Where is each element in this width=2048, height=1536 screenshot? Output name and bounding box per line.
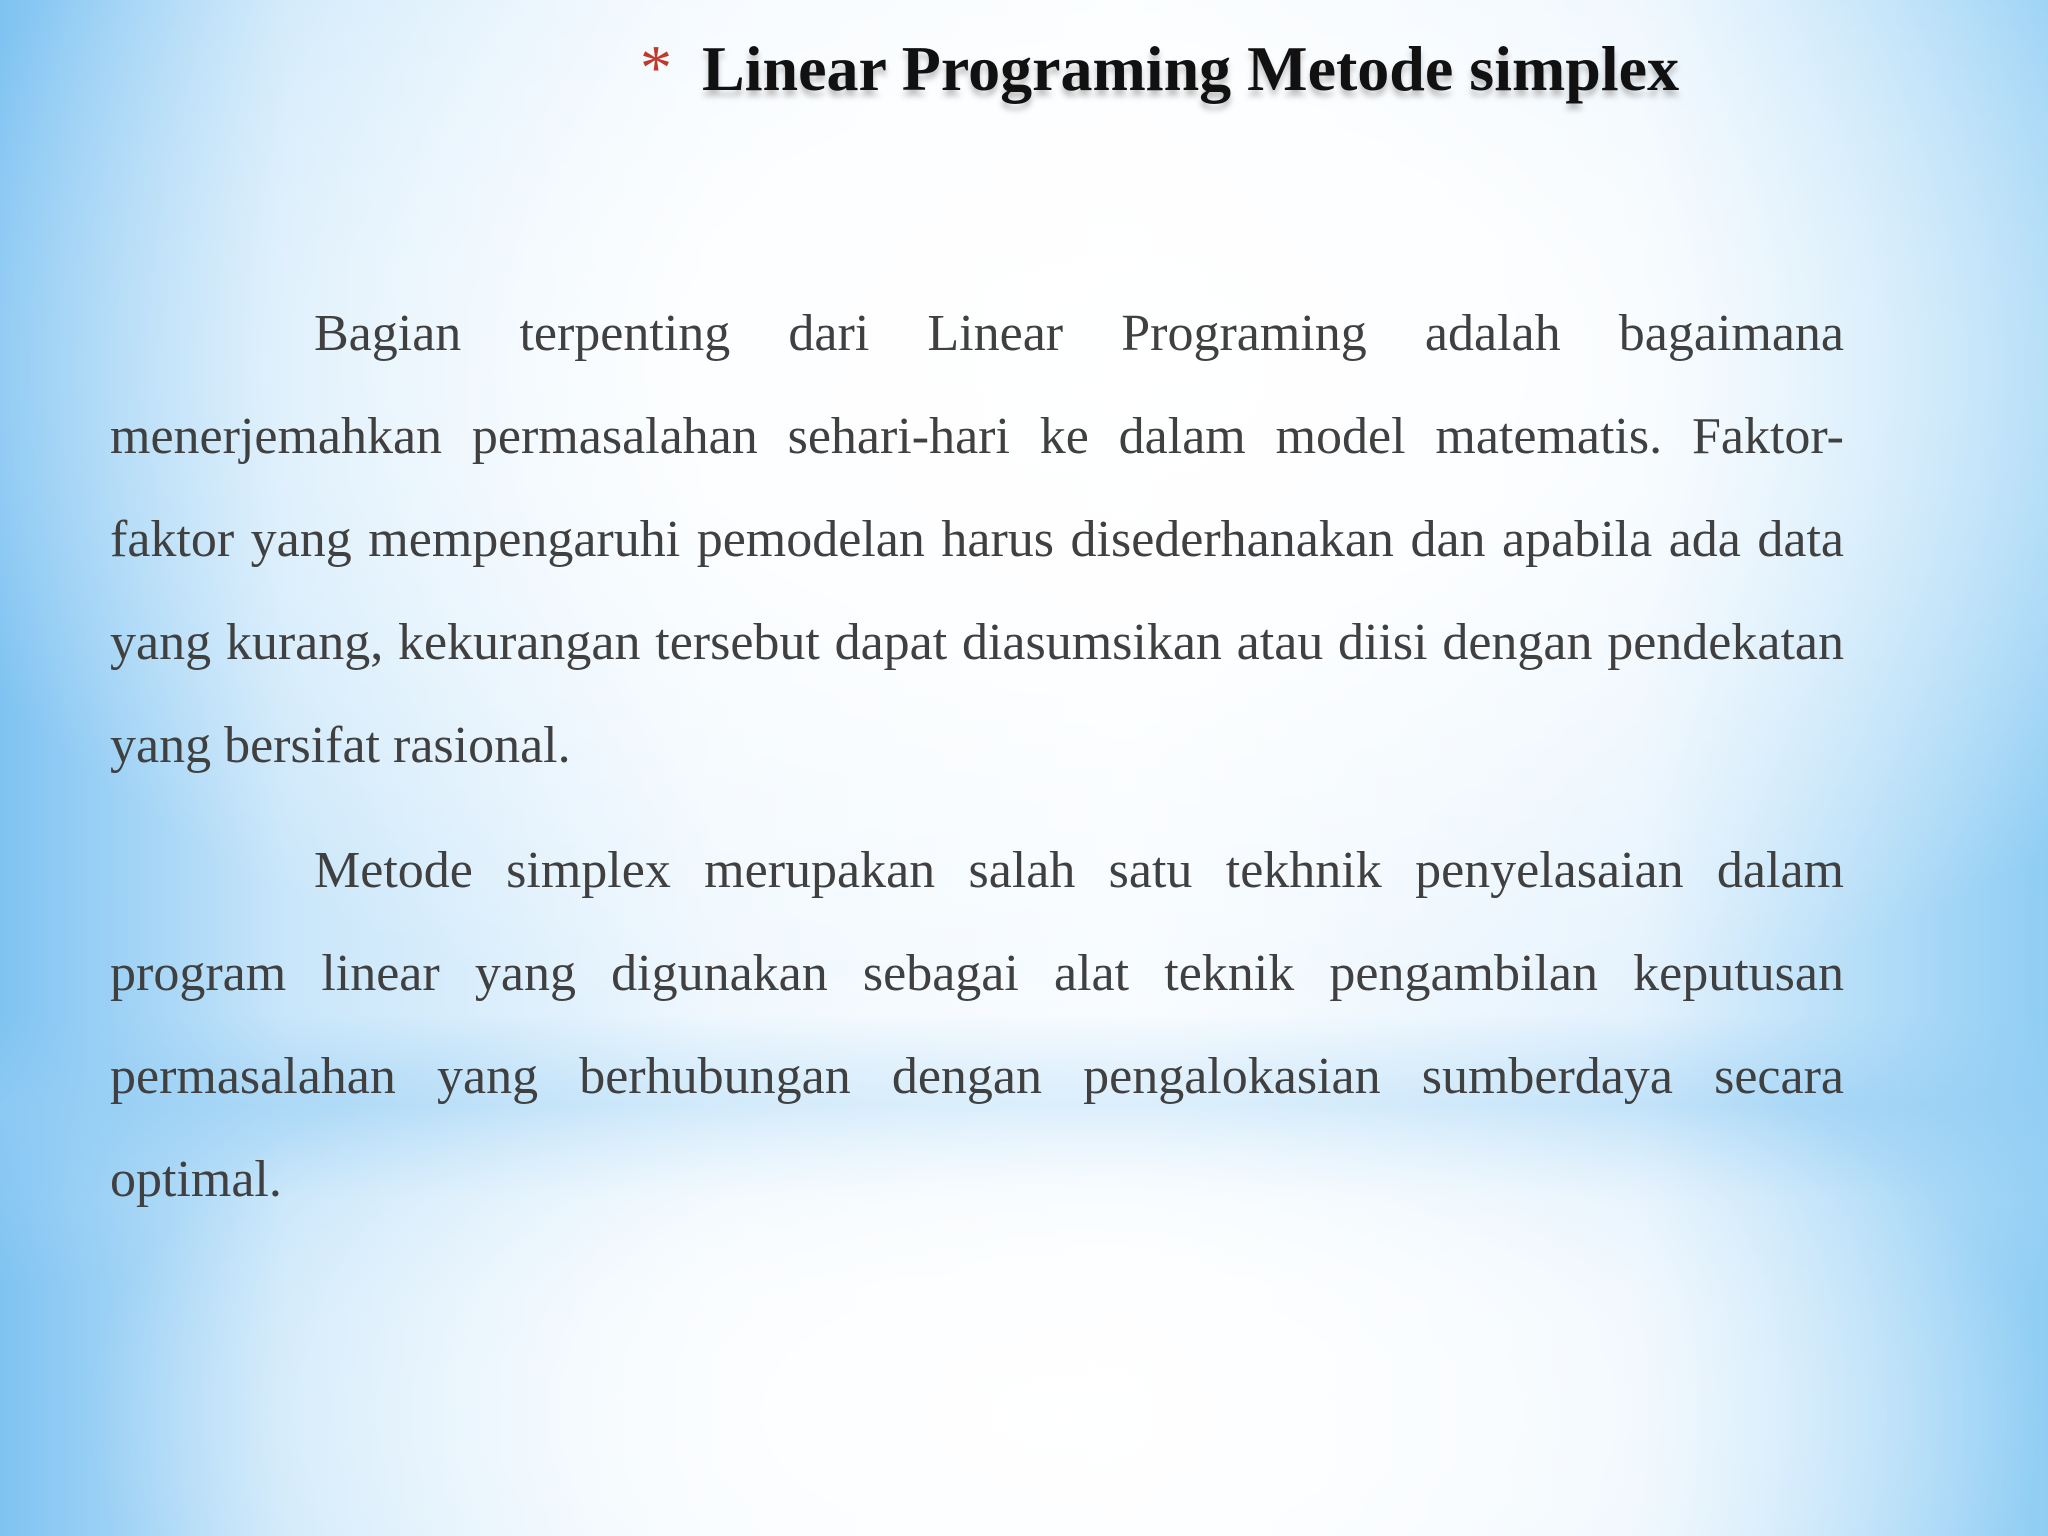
slide-body [110,282,1844,1231]
title-row [640,34,1940,144]
asterisk-bullet-icon: * [640,32,672,103]
paragraph-1: Bagian terpenting dari Linear Programing adalah bagaimana menerjemahkan permasalahan sehari-hari ke dalam model matematis. Faktor-faktor yang mempengaruhi pemodelan harus disederhanakan dan apabila ada data yang kurang, kekurangan tersebut dapat diasumsikan atau diisi dengan pendekatan yang bersifat rasional. [110,305,1844,774]
slide-title: Linear Programing Metode simplex [702,33,1680,104]
paragraph-2: Metode simplex merupakan salah satu tekhnik penyelasaian dalam program linear yang digunakan sebagai alat teknik pengambilan keputusan permasalahan yang berhubungan dengan pengalokasian sumberdaya secara optimal. [110,842,1844,1208]
